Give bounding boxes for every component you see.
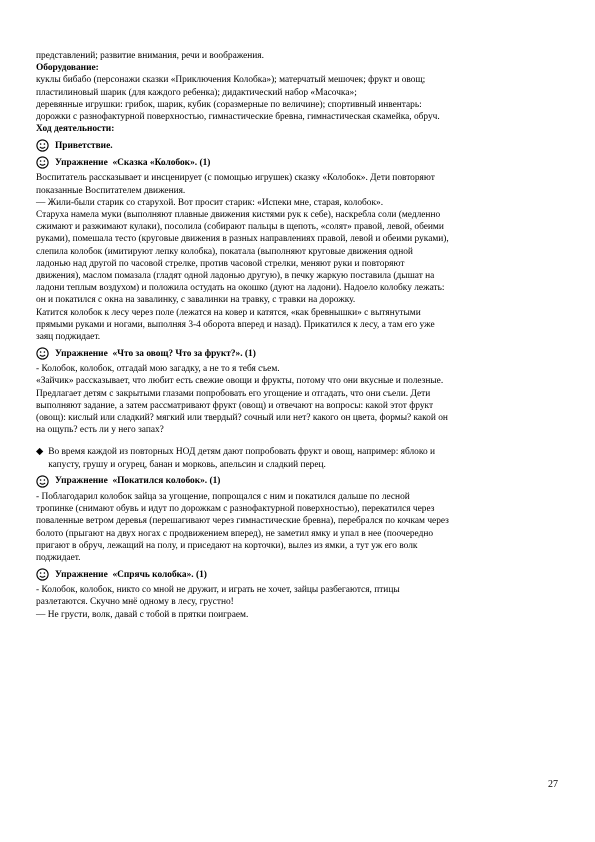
- exercise-4-heading: [36, 568, 556, 581]
- exercise-4-line: - Колобок, колобок, никто со мной не дружит, и играть не хочет, зайцы разбегаются, птицы: [36, 585, 400, 596]
- page-content: [36, 50, 556, 621]
- exercise-2-line: выполняют задание, а затем рассматривают фрукт (овощ) и отвечают на вопросы: какой этот фрукт: [36, 400, 434, 411]
- exercise-2-line: «Зайчик» рассказывает, что любит есть свежие овощи и фрукты, потому что они вкусные и полезные.: [36, 376, 444, 387]
- exercise-2-line: на ощупь? есть ли у него запах?: [36, 425, 164, 436]
- exercise-1-line: ладонью над другой по часовой стрелке, против часовой стрелки, меняют руки и повторяют: [36, 258, 405, 269]
- note-line: капусту, грушу и огурец, банан и морковь, апельсин и сладкий перец.: [48, 459, 326, 470]
- exercise-3-body: [36, 491, 556, 564]
- exercise-1-line: Старуха намела муки (выполняют плавные движения кистями рук к себе), наскребла соли (медленно: [36, 210, 441, 221]
- equipment-line: куклы бибабо (персонажи сказки «Приключения Колобка»); матерчатый мешочек; фрукт и овощ;: [36, 75, 426, 86]
- exercise-3-title: «Покатился колобок». (1): [112, 476, 221, 487]
- exercise-1-title: «Сказка «Колобок». (1): [112, 157, 211, 168]
- greeting-heading: [36, 139, 556, 152]
- exercise-2-prefix: Упражнение: [55, 348, 108, 359]
- exercise-4-prefix: Упражнение: [55, 569, 108, 580]
- exercise-4-line: — Не грусти, волк, давай с тобой в прятки поиграем.: [36, 609, 249, 620]
- smiley-face-icon: [36, 139, 49, 152]
- exercise-1-line: руками), помешала тесто (круговые движения в разных направлениях правой, левой и обеими руками),: [36, 234, 449, 245]
- exercise-1-line: он и покатился с окна на завалинку, с завалинки на травку, с травки на дорожку.: [36, 295, 356, 306]
- exercise-3-line: болото (прыгают на двух ногах с продвижением вперед), не заметил ямку и упал в нее (поочередно: [36, 528, 434, 539]
- smiley-face-icon: [36, 568, 49, 581]
- equipment-line: деревянные игрушки: грибок, шарик, кубик (соразмерные по величине); спортивный инвентарь:: [36, 99, 422, 110]
- exercise-1-body: [36, 172, 556, 343]
- intro-line: представлений; развитие внимания, речи и воображения.: [36, 51, 264, 61]
- exercise-3-line: - Поблагодарил колобок зайца за угощение, попрощался с ним и покатился дальше по лесной: [36, 491, 410, 502]
- exercise-2-heading: [36, 347, 556, 360]
- diamond-bullet-icon: ◆: [36, 447, 44, 458]
- page-number: 27: [548, 779, 558, 790]
- progress-title: Ход деятельности:: [36, 124, 115, 135]
- exercise-1-line: Воспитатель рассказывает и инсценирует (с помощью игрушек) сказку «Колобок». Дети повторяют: [36, 173, 435, 184]
- exercise-1-line: показанные Воспитателем движения.: [36, 185, 186, 196]
- equipment-line: пластилиновый шарик (для каждого ребенка); дидактический набор «Масочка»;: [36, 87, 357, 98]
- exercise-1-line: — Жили-были старик со старухой. Вот просит старик: «Испеки мне, старая, колобок».: [36, 197, 384, 208]
- exercise-3-line: поджидает.: [36, 552, 81, 563]
- exercise-2-line: (овощ): кислый или сладкий? мягкий или твердый? сочный или нет? какого он цвета, формы? какой он: [36, 413, 448, 424]
- exercise-4-line: разлетаются. Скучно мнё одному в лесу, грустно!: [36, 597, 234, 608]
- equipment-line: дорожки с разнофактурной поверхностью, гимнастические бревна, гимнастическая скамейка, обруч.: [36, 112, 440, 123]
- exercise-2-line: Предлагает детям с закрытыми глазами попробовать его угощение и отгадать, что они съели. Дети: [36, 388, 431, 399]
- exercise-3-heading: [36, 475, 556, 488]
- exercise-1-line: ладони теплым воздухом) и положила остудать на окошко (дуют на ладони). Надоело колобку лежать:: [36, 283, 445, 294]
- exercise-1-line: Катится колобок к лесу через поле (лежатся на ковер и катятся, «как бревнышки» с вытянутыми: [36, 307, 421, 318]
- exercise-4-title: «Спрячь колобка». (1): [112, 569, 207, 580]
- smiley-face-icon: [36, 347, 49, 360]
- note-line: Во время каждой из повторных НОД детям дают попробовать фрукт и овощ, например: яблоко и: [48, 447, 435, 458]
- exercise-1-line: прямыми руками и ногами, выполняя 3-4 оборота вперед и назад). Прикатился к лесу, а там его уже: [36, 319, 435, 330]
- exercise-1-line: заяц поджидает.: [36, 332, 101, 343]
- exercise-1-prefix: Упражнение: [55, 157, 108, 168]
- exercise-3-line: тропинке (снимают обувь и идут по дорожкам с разнофактурной поверхностью), перекатился через: [36, 504, 435, 515]
- exercise-2-title: «Что за овощ? Что за фрукт?». (1): [112, 348, 256, 359]
- note-block: [36, 446, 556, 470]
- greeting-title: Приветствие.: [55, 140, 113, 151]
- equipment-title: Оборудование:: [36, 63, 99, 74]
- exercise-2-line: - Колобок, колобок, отгадай мою загадку, а не то я тебя съем.: [36, 364, 280, 375]
- exercise-1-line: слепила колобок (имитируют лепку колобка), покатала (выполняют круговые движения одной: [36, 246, 413, 257]
- equipment-list: [36, 74, 556, 123]
- smiley-face-icon: [36, 475, 49, 488]
- exercise-3-prefix: Упражнение: [55, 476, 108, 487]
- exercise-1-line: движения), маслом помазала (гладят одной ладонью другую), в печку жаркую поставила (дышат на: [36, 271, 435, 282]
- exercise-3-line: поваленные ветром деревья (перешагивают через гимнастические бревна), перебрался по кочкам через: [36, 516, 449, 527]
- exercise-3-line: пригают в обруч, лежащий на полу, и приседают на корточки), вылез из ямки, а тут уж его волк: [36, 540, 418, 551]
- exercise-1-line: сжимают и разжимают кулаки), посолила (собирают пальцы в щепоть, «солят» правой, левой, обеими: [36, 222, 444, 233]
- smiley-face-icon: [36, 156, 49, 169]
- exercise-1-heading: [36, 156, 556, 169]
- exercise-2-body: [36, 363, 556, 436]
- exercise-4-body: [36, 584, 556, 621]
